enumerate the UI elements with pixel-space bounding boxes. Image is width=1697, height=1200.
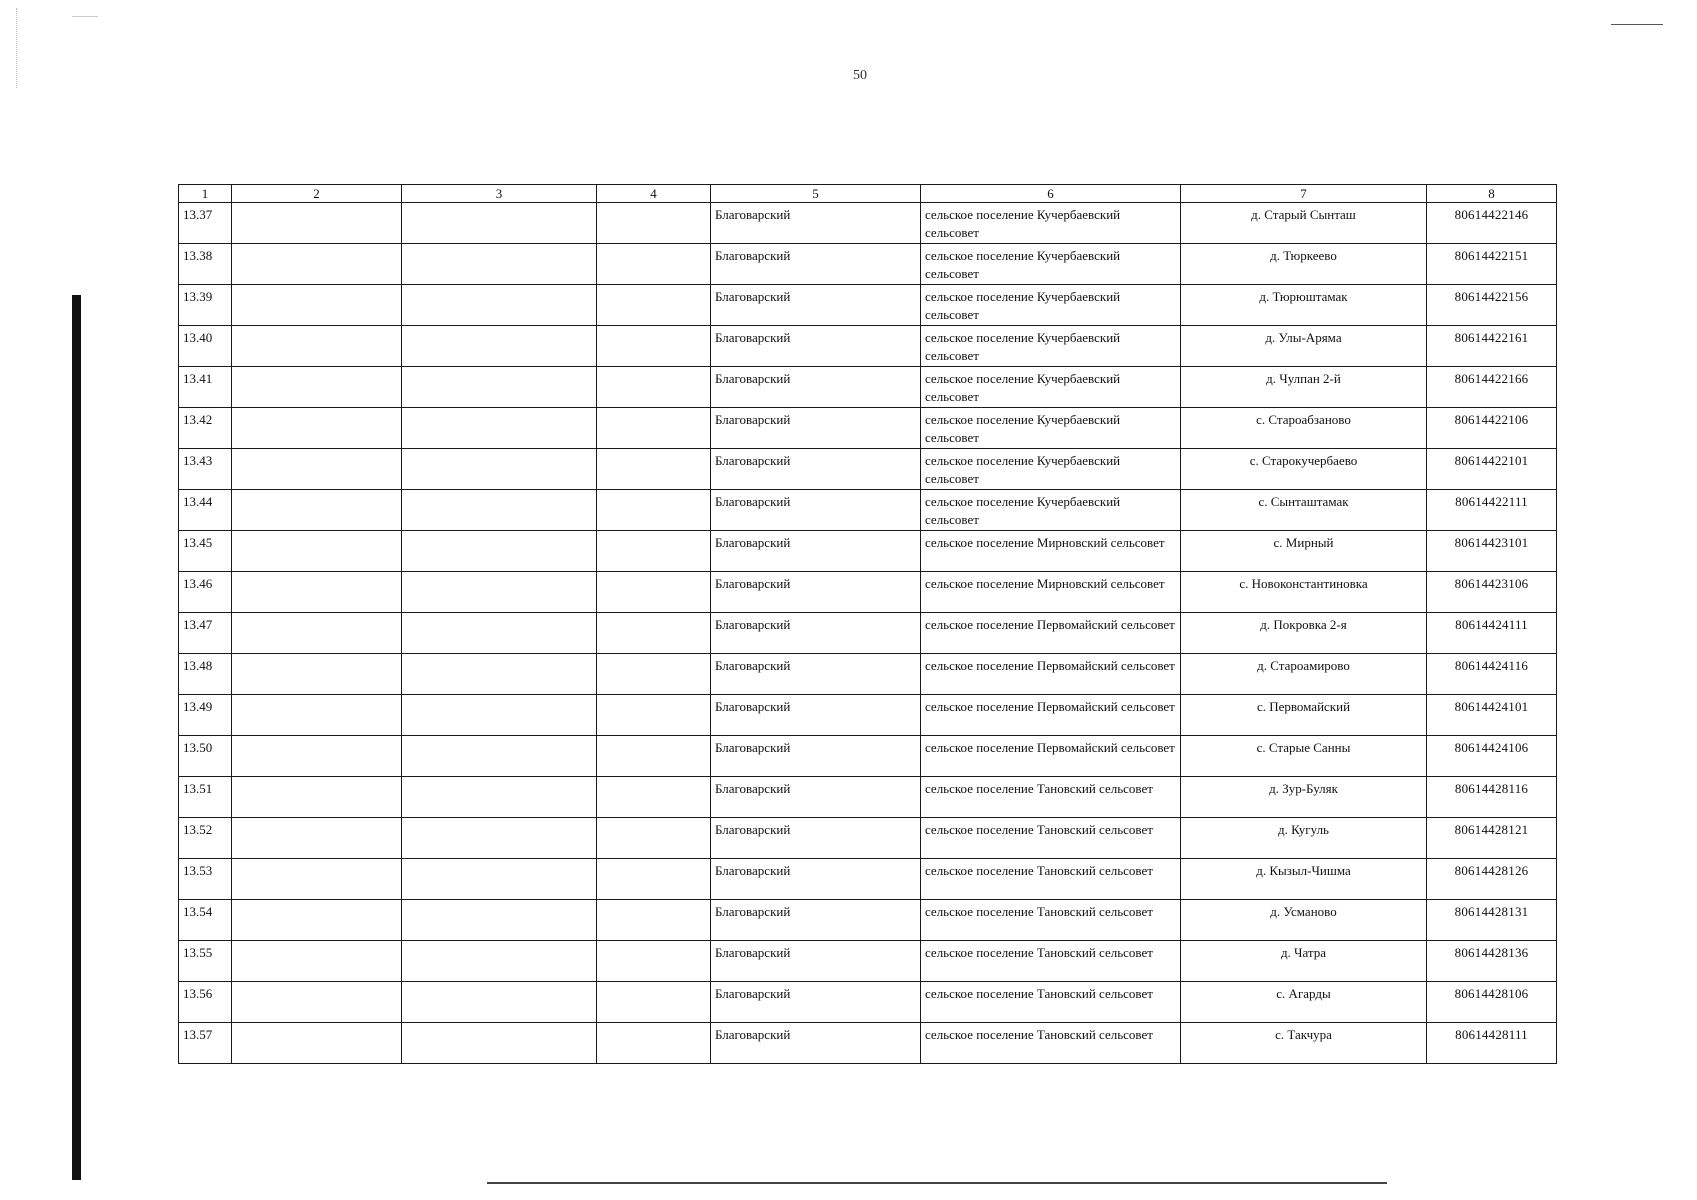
empty-cell bbox=[597, 654, 711, 695]
empty-cell bbox=[232, 490, 402, 531]
row-number-cell: 13.53 bbox=[179, 859, 232, 900]
empty-cell bbox=[232, 613, 402, 654]
empty-cell bbox=[597, 613, 711, 654]
locality-cell: с. Мирный bbox=[1181, 531, 1427, 572]
empty-cell bbox=[597, 941, 711, 982]
settlement-cell: сельское поселение Тановский сельсовет bbox=[921, 982, 1181, 1023]
settlement-cell: сельское поселение Тановский сельсовет bbox=[921, 859, 1181, 900]
settlement-cell: сельское поселение Мирновский сельсовет bbox=[921, 572, 1181, 613]
district-cell: Благоварский bbox=[711, 654, 921, 695]
oktmo-code-cell: 80614424116 bbox=[1427, 654, 1557, 695]
district-cell: Благоварский bbox=[711, 859, 921, 900]
row-number-cell: 13.39 bbox=[179, 285, 232, 326]
empty-cell bbox=[232, 941, 402, 982]
scan-bottom-rule bbox=[487, 1182, 1387, 1184]
district-cell: Благоварский bbox=[711, 367, 921, 408]
district-cell: Благоварский bbox=[711, 982, 921, 1023]
settlement-cell: сельское поселение Кучербаевский сельсовет bbox=[921, 449, 1181, 490]
district-cell: Благоварский bbox=[711, 408, 921, 449]
settlement-cell: сельское поселение Тановский сельсовет bbox=[921, 777, 1181, 818]
empty-cell bbox=[402, 531, 597, 572]
district-cell: Благоварский bbox=[711, 244, 921, 285]
locality-cell: д. Зур-Буляк bbox=[1181, 777, 1427, 818]
empty-cell bbox=[232, 1023, 402, 1064]
row-number-cell: 13.42 bbox=[179, 408, 232, 449]
column-header: 7 bbox=[1181, 185, 1427, 203]
empty-cell bbox=[402, 244, 597, 285]
settlement-cell: сельское поселение Тановский сельсовет bbox=[921, 1023, 1181, 1064]
oktmo-code-cell: 80614422106 bbox=[1427, 408, 1557, 449]
oktmo-code-cell: 80614428121 bbox=[1427, 818, 1557, 859]
district-cell: Благоварский bbox=[711, 736, 921, 777]
empty-cell bbox=[232, 859, 402, 900]
empty-cell bbox=[232, 736, 402, 777]
table-row bbox=[179, 408, 1557, 449]
empty-cell bbox=[232, 818, 402, 859]
oktmo-code-cell: 80614422151 bbox=[1427, 244, 1557, 285]
empty-cell bbox=[232, 285, 402, 326]
oktmo-code-cell: 80614428106 bbox=[1427, 982, 1557, 1023]
scan-margin-mark bbox=[72, 16, 98, 17]
oktmo-code-cell: 80614428136 bbox=[1427, 941, 1557, 982]
settlement-cell: сельское поселение Тановский сельсовет bbox=[921, 818, 1181, 859]
settlement-cell: сельское поселение Первомайский сельсовет bbox=[921, 736, 1181, 777]
table-row bbox=[179, 613, 1557, 654]
column-header: 1 bbox=[179, 185, 232, 203]
empty-cell bbox=[402, 285, 597, 326]
scan-margin-mark bbox=[1611, 24, 1663, 25]
settlement-cell: сельское поселение Первомайский сельсовет bbox=[921, 654, 1181, 695]
empty-cell bbox=[402, 900, 597, 941]
row-number-cell: 13.43 bbox=[179, 449, 232, 490]
empty-cell bbox=[232, 449, 402, 490]
row-number-cell: 13.44 bbox=[179, 490, 232, 531]
empty-cell bbox=[597, 818, 711, 859]
table-row bbox=[179, 777, 1557, 818]
column-header: 2 bbox=[232, 185, 402, 203]
row-number-cell: 13.38 bbox=[179, 244, 232, 285]
row-number-cell: 13.49 bbox=[179, 695, 232, 736]
district-cell: Благоварский bbox=[711, 326, 921, 367]
row-number-cell: 13.45 bbox=[179, 531, 232, 572]
district-cell: Благоварский bbox=[711, 941, 921, 982]
empty-cell bbox=[402, 777, 597, 818]
empty-cell bbox=[597, 859, 711, 900]
table-row bbox=[179, 1023, 1557, 1064]
settlement-cell: сельское поселение Кучербаевский сельсовет bbox=[921, 203, 1181, 244]
settlement-cell: сельское поселение Кучербаевский сельсовет bbox=[921, 285, 1181, 326]
settlement-cell: сельское поселение Кучербаевский сельсовет bbox=[921, 408, 1181, 449]
oktmo-code-cell: 80614424106 bbox=[1427, 736, 1557, 777]
empty-cell bbox=[402, 654, 597, 695]
oktmo-code-cell: 80614422156 bbox=[1427, 285, 1557, 326]
empty-cell bbox=[402, 695, 597, 736]
empty-cell bbox=[232, 982, 402, 1023]
locality-cell: д. Покровка 2-я bbox=[1181, 613, 1427, 654]
district-cell: Благоварский bbox=[711, 490, 921, 531]
empty-cell bbox=[232, 531, 402, 572]
oktmo-code-cell: 80614424101 bbox=[1427, 695, 1557, 736]
table-row bbox=[179, 900, 1557, 941]
empty-cell bbox=[402, 408, 597, 449]
empty-cell bbox=[402, 367, 597, 408]
table-row bbox=[179, 285, 1557, 326]
locality-cell: с. Староабзаново bbox=[1181, 408, 1427, 449]
empty-cell bbox=[597, 367, 711, 408]
oktmo-code-cell: 80614428131 bbox=[1427, 900, 1557, 941]
row-number-cell: 13.41 bbox=[179, 367, 232, 408]
locality-cell: д. Кугуль bbox=[1181, 818, 1427, 859]
row-number-cell: 13.46 bbox=[179, 572, 232, 613]
document-table-container bbox=[178, 184, 1556, 1064]
row-number-cell: 13.55 bbox=[179, 941, 232, 982]
table-row bbox=[179, 490, 1557, 531]
table-row bbox=[179, 982, 1557, 1023]
oktmo-code-cell: 80614422166 bbox=[1427, 367, 1557, 408]
settlement-cell: сельское поселение Кучербаевский сельсовет bbox=[921, 244, 1181, 285]
oktmo-code-cell: 80614422161 bbox=[1427, 326, 1557, 367]
empty-cell bbox=[402, 326, 597, 367]
empty-cell bbox=[597, 244, 711, 285]
locality-cell: с. Старые Санны bbox=[1181, 736, 1427, 777]
settlement-cell: сельское поселение Первомайский сельсовет bbox=[921, 613, 1181, 654]
row-number-cell: 13.47 bbox=[179, 613, 232, 654]
oktmo-code-cell: 80614428126 bbox=[1427, 859, 1557, 900]
table-row bbox=[179, 367, 1557, 408]
column-header: 4 bbox=[597, 185, 711, 203]
row-number-cell: 13.37 bbox=[179, 203, 232, 244]
district-cell: Благоварский bbox=[711, 531, 921, 572]
oktmo-code-cell: 80614423106 bbox=[1427, 572, 1557, 613]
district-cell: Благоварский bbox=[711, 572, 921, 613]
empty-cell bbox=[402, 736, 597, 777]
empty-cell bbox=[232, 367, 402, 408]
page-number: 50 bbox=[853, 68, 867, 83]
empty-cell bbox=[597, 490, 711, 531]
locality-cell: д. Усманово bbox=[1181, 900, 1427, 941]
empty-cell bbox=[597, 531, 711, 572]
district-cell: Благоварский bbox=[711, 695, 921, 736]
empty-cell bbox=[232, 244, 402, 285]
locality-cell: д. Чулпан 2-й bbox=[1181, 367, 1427, 408]
district-cell: Благоварский bbox=[711, 203, 921, 244]
locality-cell: д. Чатра bbox=[1181, 941, 1427, 982]
empty-cell bbox=[232, 695, 402, 736]
oktmo-code-cell: 80614428116 bbox=[1427, 777, 1557, 818]
empty-cell bbox=[597, 982, 711, 1023]
empty-cell bbox=[402, 859, 597, 900]
district-cell: Благоварский bbox=[711, 818, 921, 859]
empty-cell bbox=[597, 285, 711, 326]
document-table bbox=[178, 184, 1557, 1064]
column-header: 3 bbox=[402, 185, 597, 203]
settlement-cell: сельское поселение Тановский сельсовет bbox=[921, 900, 1181, 941]
empty-cell bbox=[232, 203, 402, 244]
district-cell: Благоварский bbox=[711, 1023, 921, 1064]
empty-cell bbox=[402, 449, 597, 490]
empty-cell bbox=[597, 326, 711, 367]
settlement-cell: сельское поселение Тановский сельсовет bbox=[921, 941, 1181, 982]
table-row bbox=[179, 941, 1557, 982]
empty-cell bbox=[402, 982, 597, 1023]
table-row bbox=[179, 572, 1557, 613]
row-number-cell: 13.48 bbox=[179, 654, 232, 695]
locality-cell: д. Староамирово bbox=[1181, 654, 1427, 695]
row-number-cell: 13.50 bbox=[179, 736, 232, 777]
locality-cell: д. Улы-Аряма bbox=[1181, 326, 1427, 367]
district-cell: Благоварский bbox=[711, 449, 921, 490]
empty-cell bbox=[597, 736, 711, 777]
empty-cell bbox=[597, 449, 711, 490]
empty-cell bbox=[402, 490, 597, 531]
settlement-cell: сельское поселение Первомайский сельсовет bbox=[921, 695, 1181, 736]
empty-cell bbox=[232, 408, 402, 449]
locality-cell: д. Старый Сынташ bbox=[1181, 203, 1427, 244]
empty-cell bbox=[597, 695, 711, 736]
scan-binding-edge bbox=[72, 295, 81, 1180]
column-header: 6 bbox=[921, 185, 1181, 203]
row-number-cell: 13.56 bbox=[179, 982, 232, 1023]
locality-cell: с. Первомайский bbox=[1181, 695, 1427, 736]
empty-cell bbox=[232, 900, 402, 941]
empty-cell bbox=[402, 613, 597, 654]
oktmo-code-cell: 80614424111 bbox=[1427, 613, 1557, 654]
row-number-cell: 13.52 bbox=[179, 818, 232, 859]
table-body bbox=[179, 203, 1557, 1064]
empty-cell bbox=[597, 408, 711, 449]
locality-cell: с. Сынташтамак bbox=[1181, 490, 1427, 531]
empty-cell bbox=[232, 326, 402, 367]
district-cell: Благоварский bbox=[711, 285, 921, 326]
empty-cell bbox=[402, 818, 597, 859]
oktmo-code-cell: 80614422146 bbox=[1427, 203, 1557, 244]
locality-cell: с. Такчура bbox=[1181, 1023, 1427, 1064]
row-number-cell: 13.57 bbox=[179, 1023, 232, 1064]
row-number-cell: 13.40 bbox=[179, 326, 232, 367]
table-row bbox=[179, 818, 1557, 859]
empty-cell bbox=[232, 777, 402, 818]
district-cell: Благоварский bbox=[711, 777, 921, 818]
oktmo-code-cell: 80614422111 bbox=[1427, 490, 1557, 531]
empty-cell bbox=[597, 777, 711, 818]
scan-margin-mark bbox=[16, 8, 19, 88]
table-row bbox=[179, 244, 1557, 285]
empty-cell bbox=[402, 203, 597, 244]
empty-cell bbox=[402, 572, 597, 613]
table-row bbox=[179, 326, 1557, 367]
empty-cell bbox=[232, 654, 402, 695]
oktmo-code-cell: 80614428111 bbox=[1427, 1023, 1557, 1064]
table-row bbox=[179, 203, 1557, 244]
empty-cell bbox=[402, 941, 597, 982]
locality-cell: с. Новоконстантиновка bbox=[1181, 572, 1427, 613]
column-header: 8 bbox=[1427, 185, 1557, 203]
locality-cell: с. Старокучербаево bbox=[1181, 449, 1427, 490]
row-number-cell: 13.51 bbox=[179, 777, 232, 818]
table-row bbox=[179, 859, 1557, 900]
settlement-cell: сельское поселение Мирновский сельсовет bbox=[921, 531, 1181, 572]
table-row bbox=[179, 736, 1557, 777]
table-row bbox=[179, 654, 1557, 695]
locality-cell: с. Агарды bbox=[1181, 982, 1427, 1023]
district-cell: Благоварский bbox=[711, 613, 921, 654]
empty-cell bbox=[597, 203, 711, 244]
settlement-cell: сельское поселение Кучербаевский сельсовет bbox=[921, 490, 1181, 531]
empty-cell bbox=[402, 1023, 597, 1064]
locality-cell: д. Тюрюштамак bbox=[1181, 285, 1427, 326]
column-header: 5 bbox=[711, 185, 921, 203]
table-row bbox=[179, 695, 1557, 736]
table-row bbox=[179, 531, 1557, 572]
empty-cell bbox=[232, 572, 402, 613]
settlement-cell: сельское поселение Кучербаевский сельсовет bbox=[921, 367, 1181, 408]
locality-cell: д. Кызыл-Чишма bbox=[1181, 859, 1427, 900]
district-cell: Благоварский bbox=[711, 900, 921, 941]
table-row bbox=[179, 449, 1557, 490]
locality-cell: д. Тюркеево bbox=[1181, 244, 1427, 285]
oktmo-code-cell: 80614423101 bbox=[1427, 531, 1557, 572]
empty-cell bbox=[597, 900, 711, 941]
empty-cell bbox=[597, 1023, 711, 1064]
table-header-row bbox=[179, 185, 1557, 203]
row-number-cell: 13.54 bbox=[179, 900, 232, 941]
empty-cell bbox=[597, 572, 711, 613]
oktmo-code-cell: 80614422101 bbox=[1427, 449, 1557, 490]
settlement-cell: сельское поселение Кучербаевский сельсовет bbox=[921, 326, 1181, 367]
